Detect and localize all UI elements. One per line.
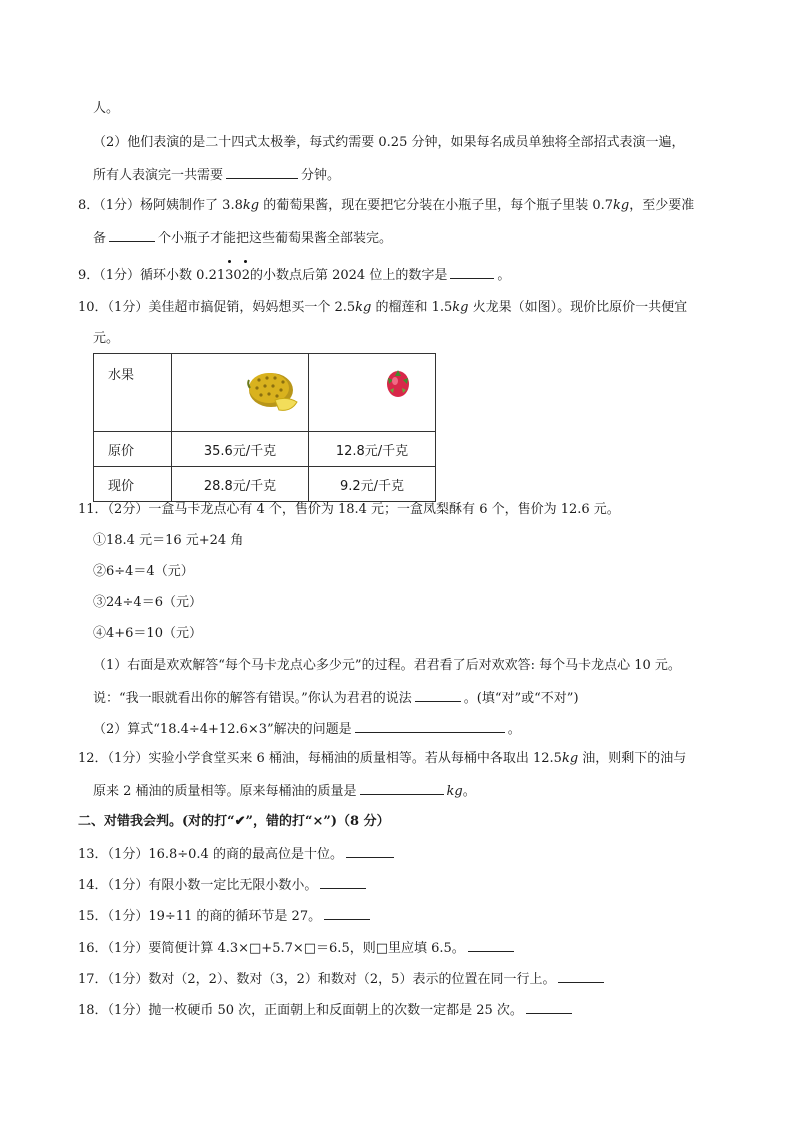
question-11-part-1: （1）右面是欢欢解答“每个马卡龙点心多少元”的过程。君君看了后对欢欢答: 每个马卡龙点心 10 元。 <box>93 658 681 673</box>
durian-cell <box>172 354 309 432</box>
answer-blank[interactable] <box>450 264 494 279</box>
question-9: 9．（1分）循环小数 0.21302的小数点后第 2024 位上的数字是 。 <box>78 264 510 286</box>
question-12: 12．（1分）实验小学食堂买来 6 桶油，每桶油的质量相等。若从每桶中各取出 12.5kg 油，则剩下的油与 <box>78 751 687 766</box>
question-11-part-1-line2: 说：“我一眼就看出你的解答有错误。”你认为君君的说法 。(填“对”或“不对”) <box>93 687 579 709</box>
answer-blank[interactable] <box>320 874 366 889</box>
solution-step-3: ③24÷4＝6（元） <box>93 595 202 610</box>
answer-blank[interactable] <box>415 687 461 702</box>
repeating-digit: 2 <box>242 266 250 286</box>
dragon-fruit-cell <box>309 354 436 432</box>
durian-image <box>173 358 307 424</box>
table-header-fruit: 水果 <box>94 354 172 432</box>
solution-step-4: ④4+6＝10（元） <box>93 626 202 641</box>
question-10-line2: 元。 <box>93 331 120 346</box>
dragon-fruit-current-price: 9.2元/千克 <box>309 467 436 502</box>
question-7-part-2-line2: 所有人表演完一共需要 分钟。 <box>93 164 340 186</box>
row-label-original-price: 原价 <box>94 432 172 467</box>
question-14: 14．（1分）有限小数一定比无限小数小。 <box>78 874 369 896</box>
answer-blank[interactable] <box>226 164 298 179</box>
answer-blank[interactable] <box>360 780 444 795</box>
question-11: 11．（2分）一盒马卡龙点心有 4 个，售价为 18.4 元；一盒凤梨酥有 6 个，售价为 12.6 元。 <box>78 502 620 517</box>
question-17: 17．（1分）数对（2，2）、数对（3，2）和数对（2，5）表示的位置在同一行上。 <box>78 968 607 990</box>
dragon-fruit-original-price: 12.8元/千克 <box>309 432 436 467</box>
question-13: 13．（1分）16.8÷0.4 的商的最高位是十位。 <box>78 843 397 865</box>
question-12-line2: 原来 2 桶油的质量相等。原来每桶油的质量是 kg。 <box>93 780 476 802</box>
section-2-heading: 二、对错我会判。(对的打“✔”，错的打“×”)（8 分） <box>78 814 390 829</box>
fruit-price-table <box>93 353 436 502</box>
row-label-current-price: 现价 <box>94 467 172 502</box>
repeating-digit: 3 <box>225 266 233 286</box>
answer-blank[interactable] <box>526 999 572 1014</box>
answer-blank[interactable] <box>355 718 505 733</box>
answer-blank[interactable] <box>558 968 604 983</box>
answer-blank[interactable] <box>346 843 394 858</box>
question-16: 16．（1分）要简便计算 4.3×□+5.7×□＝6.5，则□里应填 6.5。 <box>78 937 517 959</box>
dragon-fruit-image <box>310 358 434 424</box>
solution-step-2: ②6÷4＝4（元） <box>93 564 194 579</box>
durian-current-price: 28.8元/千克 <box>172 467 309 502</box>
question-15: 15．（1分）19÷11 的商的循环节是 27。 <box>78 905 373 927</box>
question-11-part-2: （2）算式“18.4÷4+12.6×3”解决的问题是 。 <box>93 718 521 740</box>
durian-original-price: 35.6元/千克 <box>172 432 309 467</box>
question-8: 8．（1分）杨阿姨制作了 3.8kg 的葡萄果酱，现在要把它分装在小瓶子里，每个瓶子里装 0.7kg，至少要准 <box>78 198 695 213</box>
question-18: 18．（1分）抛一枚硬币 50 次，正面朝上和反面朝上的次数一定都是 25 次。 <box>78 999 575 1021</box>
solution-step-1: ①18.4 元＝16 元+24 角 <box>93 533 244 548</box>
answer-blank[interactable] <box>109 227 155 242</box>
question-7-part-2: （2）他们表演的是二十四式太极拳，每式约需要 0.25 分钟，如果每名成员单独将全部招式表演一遍， <box>93 135 685 150</box>
question-8-line2: 备 个小瓶子才能把这些葡萄果酱全部装完。 <box>93 227 392 249</box>
question-10: 10．（1分）美佳超市搞促销，妈妈想买一个 2.5kg 的榴莲和 1.5kg 火龙果（如图）。现价比原价一共便宜 <box>78 300 688 315</box>
text-line-continuation: 人。 <box>93 101 120 116</box>
answer-blank[interactable] <box>468 937 514 952</box>
answer-blank[interactable] <box>324 905 370 920</box>
